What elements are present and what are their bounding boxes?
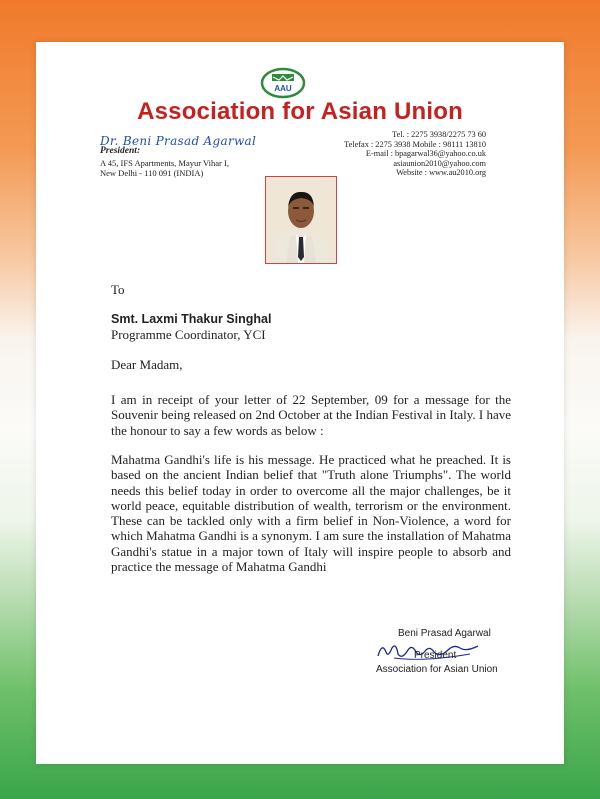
- contact-telefax: Telefax : 2275 3938 Mobile : 98111 13810: [344, 139, 486, 149]
- signatory-name: Beni Prasad Agarwal: [398, 628, 491, 639]
- contact-email-alt: asiaunion2010@yahoo.com: [393, 158, 486, 168]
- president-name: Dr. Beni Prasad Agarwal: [100, 134, 257, 148]
- salutation-to: To: [111, 282, 125, 297]
- contact-email: E-mail : bpagarwal36@yahoo.co.uk: [365, 149, 486, 159]
- org-title: Association for Asian Union: [137, 98, 463, 125]
- addressee-designation: Programme Coordinator, YCI: [111, 327, 266, 342]
- paragraph-message: Mahatma Gandhi's life is his message. He practiced what he preached. It is based on the ancient Indian belief that "Truth alone Triumphs". The world needs this belief today in order to overcome all the major challenges, be it world peace, equitable distribution of wealth, terrorism or the environment. These can be tackled only with a firm belief in Non-Violence, a word for which Mahatma Gandhi is a synonym. I am sure the installation of Mahatma Gandhi's statue in a major town of Italy will inspire people to absorb and practice the message of Mahatma Gandhi: [111, 452, 511, 575]
- aau-logo-icon: [260, 67, 306, 99]
- president-role: President:: [100, 146, 141, 156]
- svg-text:AAU: AAU: [274, 84, 292, 93]
- greeting: Dear Madam,: [111, 357, 183, 372]
- letter-sheet: [36, 42, 564, 764]
- contact-block: [344, 130, 486, 178]
- signatory-title: President: [414, 650, 457, 661]
- address-line: A 45, IFS Apartments, Mayur Vihar I,: [100, 158, 229, 168]
- paragraph-intro: I am in receipt of your letter of 22 September, 09 for a message for the Souvenir being released on 2nd October at the Indian Festival in Italy. I have the honour to say a few words as below :: [111, 392, 511, 438]
- addressee-name: Smt. Laxmi Thakur Singhal: [111, 312, 272, 326]
- contact-website: Website : www.au2010.org: [396, 168, 486, 178]
- president-address: [100, 158, 229, 178]
- signatory-org: Association for Asian Union: [376, 664, 498, 675]
- contact-phone: Tel. : 2275 3938/2275 73 60: [392, 130, 486, 139]
- address-line: New Delhi - 110 091 (INDIA): [100, 168, 204, 178]
- president-photo: [265, 176, 337, 264]
